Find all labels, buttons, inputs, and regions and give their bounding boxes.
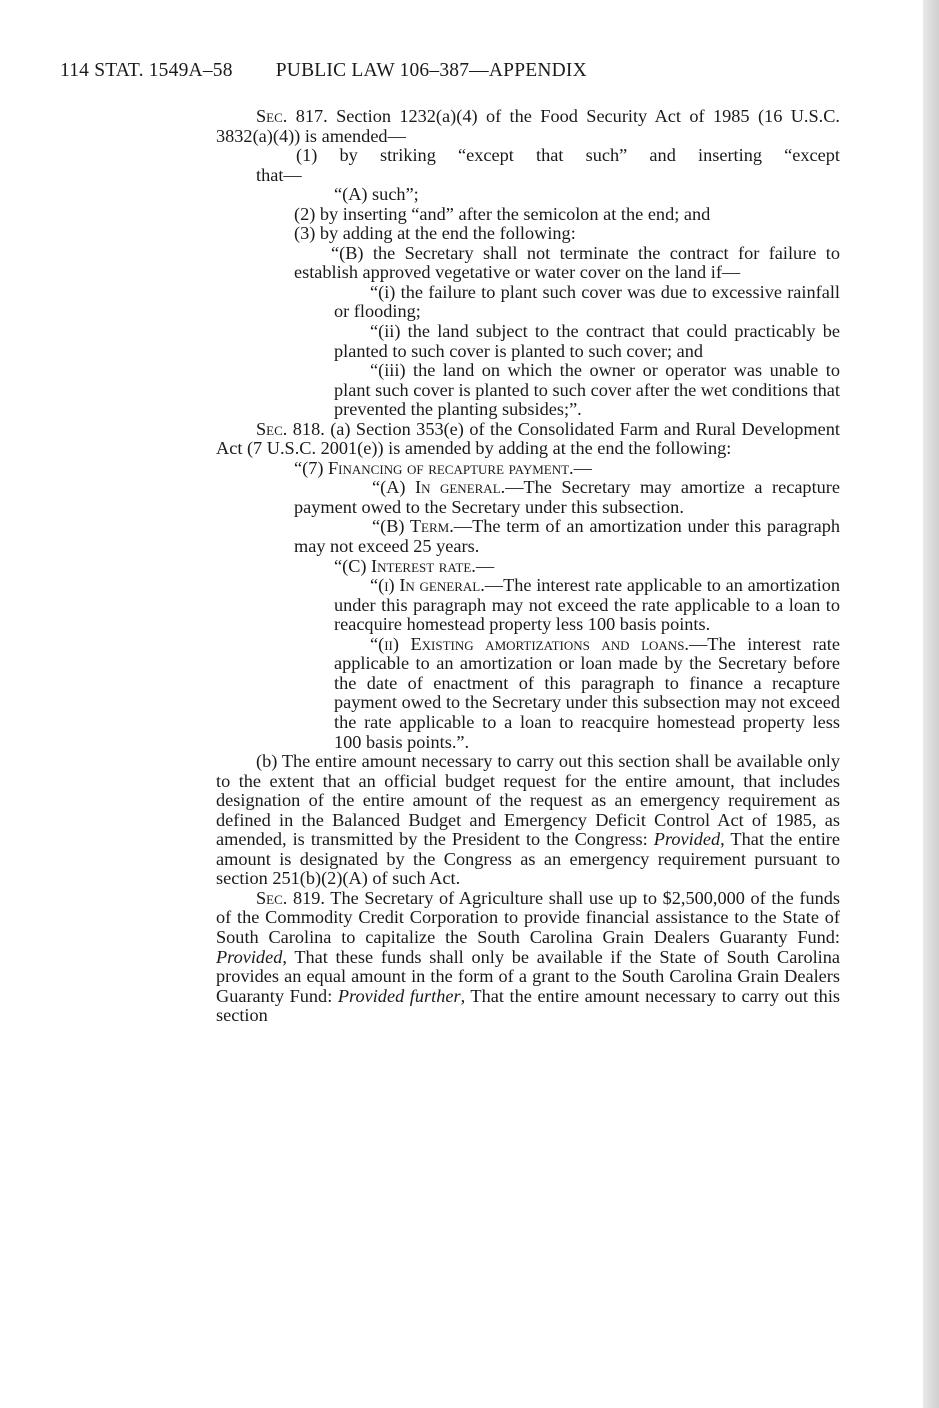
clause-i-text: —The interest rate applicable to an amortization under this paragraph may not exceed the rate applicable to a loan to reacquire homestead property less 100 basis points. [334, 575, 841, 635]
clause-i-heading: “(i) In general. [370, 575, 485, 596]
sec-817-para-1b: that— [256, 164, 302, 185]
subpara-c-heading: “(C) Interest rate.— [334, 555, 495, 576]
sec-818-text: 818. (a) Section 353(e) of the Consolidated Farm and Rural Development Act (7 U.S.C. 2001(e)) is amended by adding at the end the following: [216, 418, 840, 459]
sec-label: Sec. [256, 106, 288, 126]
sec-818-subpara-b [216, 517, 840, 556]
clause-ii-heading: “(ii) Existing amortizations and loans. [370, 633, 689, 654]
proviso-provided: Provided [216, 946, 283, 967]
proviso-provided: Provided [653, 829, 721, 850]
subpara-a-heading: “(A) In general. [372, 477, 506, 498]
clause-ii-text: —The interest rate applicable to an amortization or loan made by the Secretary before the date of enactment of this paragraph to finance a recapture payment owed to the Secretary under this subsection may not exceed the rate applicable to a loan to reacquire homestead property less 100 basis points.”. [334, 633, 840, 752]
sec-817-para-3: (3) by adding at the end the following: [294, 223, 576, 244]
sec-818-clause-ii [216, 635, 840, 752]
subsection-b-text-2: , That the entire amount is designated by the Congress as an emergency requirement pursuant to section 251(b)(2)(A) of such Act. [216, 829, 840, 889]
sec-817-clause-ii: “(ii) the land subject to the contract that could practicably be planted to such cover is planted to such cover; and [334, 321, 840, 361]
sec-817-clause-i: “(i) the failure to plant such cover was due to excessive rainfall or flooding; [334, 281, 840, 322]
sec-819-text-1: 819. The Secretary of Agriculture shall use up to $2,500,000 of the funds of the Commodity Credit Corporation to provide financial assistance to the State of South Carolina to capitalize the South Carolina Grain Dealers Guaranty Fund: [216, 887, 840, 947]
subpara-b-text: —The term of an amortization under this paragraph may not exceed 25 years. [294, 516, 840, 557]
subsection-b-text-1: (b) The entire amount necessary to carry out this section shall be available only to the extent that an official budget request for the entire amount, that includes designation of the entire amount of the request as an emergency requirement as defined in the Balanced Budget and Emergency Deficit Control Act of 1985, as amended, is transmitted by the President to the Congress: [216, 751, 840, 850]
para-7-heading: “(7) Financing of recapture payment.— [294, 457, 592, 478]
running-header [60, 60, 860, 82]
sec-817-para-1a: (1) by striking “except that such” and inserting “except [296, 145, 840, 166]
sec-label: Sec. [256, 418, 288, 439]
sec-818-subpara-c-heading [216, 557, 840, 577]
sec-818-para-7-heading [216, 459, 840, 479]
sec-817-clause-iii: “(iii) the land on which the owner or operator was unable to plant such cover is planted to such cover after the wet conditions that prevented the planting subsides;”. [334, 360, 840, 420]
law-title: PUBLIC LAW 106–387—APPENDIX [275, 60, 587, 81]
sec-818-subsection-b [216, 752, 840, 889]
sec-817-subpara-b: “(B) the Secretary shall not terminate the contract for failure to establish approved vegetative or water cover on the land if— [294, 242, 840, 283]
proviso-provided-further: Provided further [337, 985, 461, 1006]
page-edge-shadow [923, 0, 939, 1408]
subpara-a-text: —The Secretary may amortize a recapture payment owed to the Secretary under this subsection. [294, 477, 840, 517]
sec-818-intro [216, 420, 840, 459]
sec-818-subpara-a [216, 478, 840, 517]
sec-818-clause-i [216, 576, 840, 635]
page-body [216, 107, 840, 1026]
sec-817-intro [216, 107, 840, 146]
subpara-b-heading: “(B) Term. [372, 516, 454, 537]
statute-citation: 114 STAT. 1549A–58 [60, 60, 233, 81]
sec-819 [216, 889, 840, 1026]
sec-817-text: 817. Section 1232(a)(4) of the Food Security Act of 1985 (16 U.S.C. 3832(a)(4)) is amended— [216, 106, 840, 146]
sec-817-para-1c: “(A) such”; [334, 184, 419, 205]
sec-817-para-2: (2) by inserting “and” after the semicolon at the end; and [294, 203, 711, 224]
sec-819-text-2: , That these funds shall only be available if the State of South Carolina provides an equal amount in the form of a grant to the South Carolina Grain Dealers Guaranty Fund: [216, 946, 840, 1006]
sec-819-text-3: , That the entire amount necessary to carry out this section [216, 985, 841, 1026]
sec-label: Sec. [256, 887, 288, 908]
